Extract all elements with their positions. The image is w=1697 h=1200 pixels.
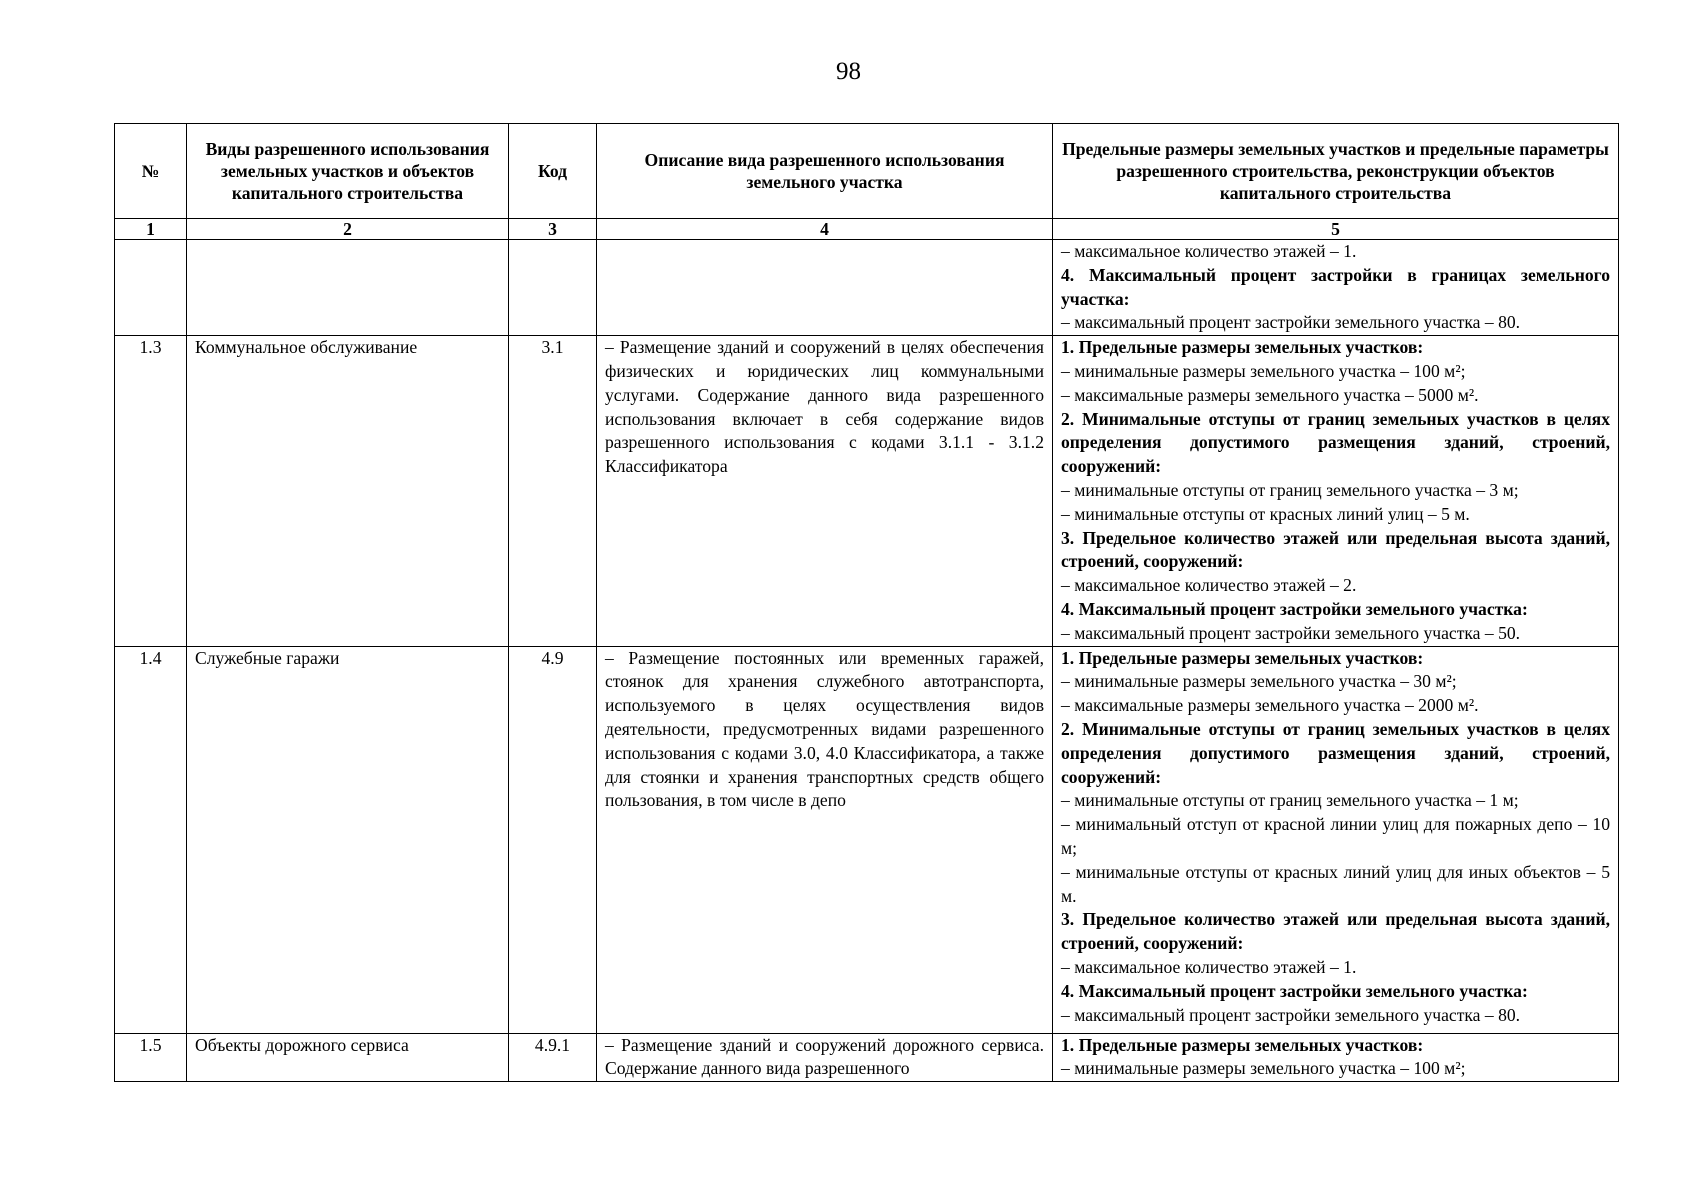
column-number-row [115, 219, 1619, 240]
row-code: 4.9 [509, 646, 597, 1033]
row-use-type: Служебные гаражи [187, 646, 509, 1033]
row-use-type [187, 240, 509, 336]
parameter-item: – максимальные размеры земельного участка – 2000 м². [1061, 695, 1479, 716]
row-parameters [1053, 1033, 1619, 1082]
parameter-heading: 1. Предельные размеры земельных участков: [1061, 647, 1424, 668]
row-use-type: Объекты дорожного сервиса [187, 1033, 509, 1082]
column-number: 3 [509, 219, 597, 240]
table-body [115, 240, 1619, 1082]
parameter-heading: 4. Максимальный процент застройки в границах земельного участка: [1061, 264, 1610, 309]
row-description: – Размещение зданий и сооружений в целях обеспечения физических и юридических лиц коммунальными услугами. Содержание данного вида разрешенного использования включает в себя содержание видов разрешенного использования с кодами 3.1.1 - 3.1.2 Классификатора [597, 336, 1053, 646]
row-parameters [1053, 646, 1619, 1033]
parameter-heading: 1. Предельные размеры земельных участков: [1061, 1034, 1424, 1055]
row-number: 1.5 [115, 1033, 187, 1082]
column-number: 1 [115, 219, 187, 240]
parameter-item: – минимальные размеры земельного участка – 30 м²; [1061, 671, 1457, 692]
parameter-item: – максимальный процент застройки земельного участка – 80. [1061, 312, 1521, 333]
parameter-heading: 4. Максимальный процент застройки земельного участка: [1061, 980, 1528, 1001]
header-code: Код [509, 124, 597, 219]
page-number: 98 [836, 58, 861, 85]
row-use-type: Коммунальное обслуживание [187, 336, 509, 646]
parameter-item: – максимальный процент застройки земельного участка – 80. [1061, 1004, 1521, 1025]
row-code: 4.9.1 [509, 1033, 597, 1082]
parameter-heading: 2. Минимальные отступы от границ земельных участков в целях определения допустимого размещения зданий, строений, сооружений: [1061, 718, 1610, 787]
parameter-item: – максимальное количество этажей – 2. [1061, 575, 1357, 596]
parameter-item: – максимальное количество этажей – 1. [1061, 241, 1357, 261]
row-code [509, 240, 597, 336]
table-row [115, 1033, 1619, 1082]
parameter-item: – максимальные размеры земельного участка – 5000 м². [1061, 384, 1479, 405]
row-number [115, 240, 187, 336]
row-code: 3.1 [509, 336, 597, 646]
parameter-item: – минимальные размеры земельного участка – 100 м²; [1061, 360, 1466, 381]
parameter-heading: 1. Предельные размеры земельных участков: [1061, 337, 1424, 358]
table-header-row [115, 124, 1619, 219]
row-description: – Размещение зданий и сооружений дорожного сервиса. Содержание данного вида разрешенного [597, 1033, 1053, 1082]
header-num: № [115, 124, 187, 219]
row-description [597, 240, 1053, 336]
table-row [115, 646, 1619, 1033]
parameter-item: – максимальное количество этажей – 1. [1061, 956, 1357, 977]
column-number: 5 [1053, 219, 1619, 240]
parameter-heading: 2. Минимальные отступы от границ земельных участков в целях определения допустимого размещения зданий, строений, сооружений: [1061, 408, 1610, 477]
header-type: Виды разрешенного использования земельных участков и объектов капитального строительства [187, 124, 509, 219]
parameter-item: – минимальные отступы от границ земельного участка – 3 м; [1061, 479, 1519, 500]
parameter-heading: 3. Предельное количество этажей или предельная высота зданий, строений, сооружений: [1061, 527, 1610, 572]
parameter-item: – минимальный отступ от красной линии улиц для пожарных депо – 10 м; [1061, 814, 1610, 858]
row-description: – Размещение постоянных или временных гаражей, стоянок для хранения служебного автотранспорта, используемого в целях осуществления видов деятельности, предусмотренных видами разрешенного использования с кодами 3.0, 4.0 Классификатора, а также для стоянки и хранения транспортных средств общего пользования, в том числе в депо [597, 646, 1053, 1033]
parameter-item: – минимальные отступы от красных линий улиц для иных объектов – 5 м. [1061, 861, 1610, 906]
table-row [115, 336, 1619, 646]
parameter-item: – минимальные отступы от границ земельного участка – 1 м; [1061, 790, 1519, 811]
table-row [115, 240, 1619, 336]
parameter-heading: 4. Максимальный процент застройки земельного участка: [1061, 598, 1528, 619]
column-number: 4 [597, 219, 1053, 240]
header-params: Предельные размеры земельных участков и предельные параметры разрешенного строительства, реконструкции объектов капитального строительства [1053, 124, 1619, 219]
parameter-item: – минимальные отступы от красных линий улиц – 5 м. [1061, 503, 1470, 524]
land-use-table [114, 123, 1619, 1082]
parameter-item: – минимальные размеры земельного участка – 100 м²; [1061, 1058, 1466, 1079]
column-number: 2 [187, 219, 509, 240]
row-number: 1.3 [115, 336, 187, 646]
header-desc: Описание вида разрешенного использования земельного участка [597, 124, 1053, 219]
row-parameters [1053, 336, 1619, 646]
parameter-heading: 3. Предельное количество этажей или предельная высота зданий, строений, сооружений: [1061, 909, 1610, 954]
parameter-item: – максимальный процент застройки земельного участка – 50. [1061, 622, 1521, 643]
row-parameters [1053, 240, 1619, 336]
row-number: 1.4 [115, 646, 187, 1033]
